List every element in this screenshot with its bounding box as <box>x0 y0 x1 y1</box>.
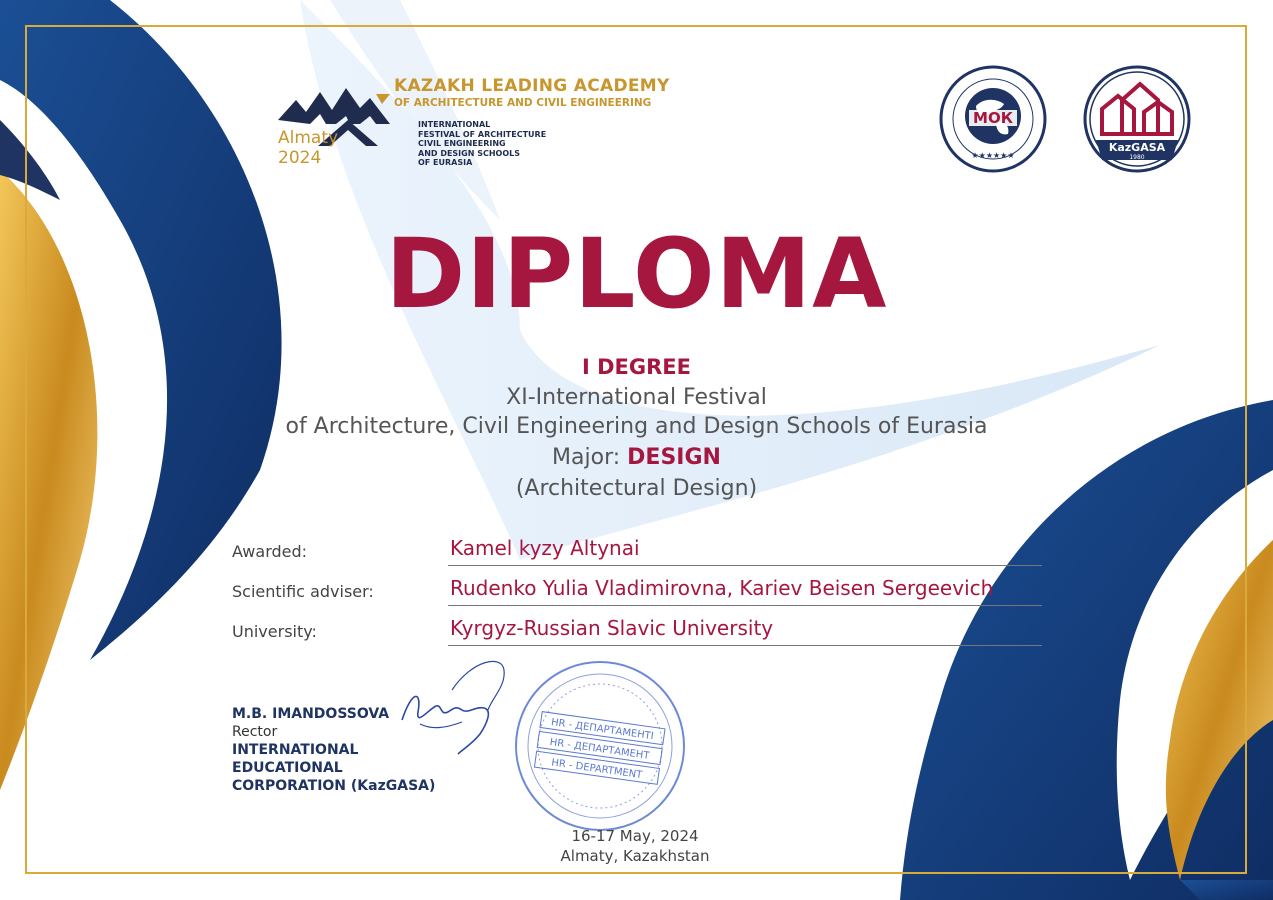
field-label: Scientific adviser: <box>232 582 374 601</box>
logo-city: Almaty <box>278 128 339 148</box>
field-underline <box>448 565 1042 566</box>
event-place: Almaty, Kazakhstan <box>560 847 710 865</box>
mok-seal-icon <box>938 64 1048 174</box>
rector-org-line: INTERNATIONAL <box>232 742 359 758</box>
field-value: Rudenko Yulia Vladimirovna, Kariev Beisen Sergeevich <box>450 576 994 600</box>
academy-name: KAZAKH LEADING ACADEMY <box>394 76 670 96</box>
stamp-line: HR - ДЕПАРТАМЕНТІ <box>550 717 655 743</box>
field-value: Kyrgyz-Russian Slavic University <box>450 616 774 640</box>
major-value: DESIGN <box>627 445 721 470</box>
stamp-line: HR - ДЕПАРТАМЕНТ <box>548 737 651 762</box>
major <box>0 445 1273 470</box>
festival-line: FESTIVAL OF ARCHITECTURE <box>418 129 547 139</box>
field-value: Kamel kyzy Altynai <box>450 536 640 560</box>
festival-line: AND DESIGN SCHOOLS <box>418 148 520 158</box>
signature-icon <box>392 650 522 760</box>
rector-org-line: CORPORATION (KazGASA) <box>232 778 436 794</box>
field-awarded <box>232 536 1042 566</box>
festival-lines <box>418 120 546 168</box>
event-date: 16-17 May, 2024 <box>571 827 699 845</box>
logo-year: 2024 <box>278 148 322 168</box>
festival-line: CIVIL ENGINEERING <box>418 139 506 148</box>
field-adviser <box>232 576 1042 606</box>
field-university <box>232 616 1042 646</box>
kazgasa-seal-icon <box>1082 64 1192 174</box>
diploma-title: DIPLOMA <box>385 218 888 330</box>
field-label: Awarded: <box>232 542 308 561</box>
festival-name-line1: XI-International Festival <box>506 385 767 410</box>
field-label: University: <box>232 622 317 641</box>
svg-text:★★★★★★: ★★★★★★ <box>971 151 1015 160</box>
rector-role: Rector <box>232 724 278 740</box>
major-label: Major: <box>552 445 621 470</box>
rector-name: M.B. IMANDOSSOVA <box>232 706 390 722</box>
major-subtitle: (Architectural Design) <box>515 476 758 501</box>
field-underline <box>448 645 1042 646</box>
academy-logo <box>268 72 670 182</box>
academy-subtitle: OF ARCHITECTURE AND CIVIL ENGINEERING <box>394 97 652 109</box>
degree: I DEGREE <box>582 355 691 379</box>
stamp-line: HR - DEPARTMENT <box>550 757 643 782</box>
festival-name-line2: of Architecture, Civil Engineering and Design Schools of Eurasia <box>285 414 988 439</box>
kazgasa-label: KazGASA <box>1108 141 1166 154</box>
hr-stamp-icon <box>510 656 690 836</box>
festival-line: OF EURASIA <box>418 158 473 167</box>
rector-org-line: EDUCATIONAL <box>232 760 343 776</box>
mok-label: МОК <box>973 109 1013 127</box>
field-underline <box>448 605 1042 606</box>
festival-line: INTERNATIONAL <box>418 120 491 129</box>
kazgasa-year: 1980 <box>1129 154 1145 161</box>
